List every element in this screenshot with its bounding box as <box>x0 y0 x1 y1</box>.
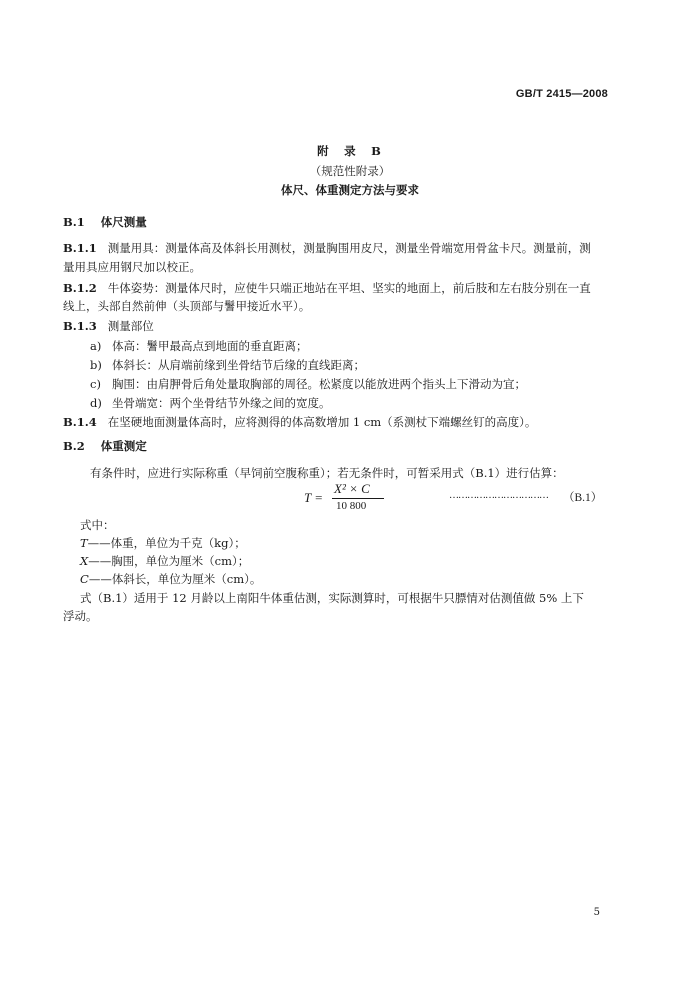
paragraph-b11-line1 <box>63 240 591 257</box>
clause-number: B.1.3 <box>63 319 97 333</box>
list-mark: b) <box>90 358 102 372</box>
formula-label: （B.1） <box>563 492 603 504</box>
list-text: 体斜长：从肩端前缘到坐骨结节后缘的直线距离； <box>112 358 365 372</box>
list-item <box>90 376 526 393</box>
variable-symbol: X <box>80 554 89 568</box>
list-item <box>90 357 365 374</box>
paragraph-b14 <box>63 414 536 431</box>
variable-text: ——体斜长，单位为厘米（cm）。 <box>88 572 262 586</box>
section-b1-heading <box>63 214 147 231</box>
section-number: B.1 <box>63 215 85 229</box>
variable-definition <box>80 553 249 570</box>
fraction-bar <box>332 498 384 499</box>
list-text: 坐骨端宽：两个坐骨结节外缘之间的宽度。 <box>112 396 331 410</box>
paragraph-b12-line2: 线上，头部自然前伸（头顶部与鬐甲接近水平）。 <box>63 299 311 313</box>
note-line2: 浮动。 <box>63 609 98 623</box>
formula-numerator: X² × C <box>334 481 370 496</box>
appendix-heading: 体尺、体重测定方法与要求 <box>281 183 419 197</box>
variable-text: ——体重，单位为千克（kg）； <box>87 536 246 550</box>
note-line1: 式（B.1）适用于 12 月龄以上南阳牛体重估测，实际测算时，可根据牛只膘情对估测值做 5% 上下 <box>80 591 584 605</box>
paragraph-b12-line1 <box>63 280 591 297</box>
paragraph-text: 测量用具：测量体高及体斜长用测杖，测量胸围用皮尺，测量坐骨端宽用骨盆卡尺。测量前，测 <box>107 241 591 255</box>
variable-definition <box>80 535 246 552</box>
section-b2-heading <box>63 438 147 455</box>
paragraph-text: 牛体姿势：测量体尺时，应使牛只端正地站在平坦、坚实的地面上，前后肢和左右肢分别在一直 <box>107 281 591 295</box>
section-title: 体重测定 <box>100 439 147 453</box>
paragraph-b11-line2: 量用具应用钢尺加以校正。 <box>63 260 201 274</box>
paragraph-intro: 有条件时，应进行实际称重（早饲前空腹称重）；若无条件时，可暂采用式（B.1）进行估算： <box>90 466 564 480</box>
formula-lhs: T = <box>304 490 324 505</box>
list-mark: a) <box>90 339 102 353</box>
standard-code: GB/T 2415—2008 <box>515 88 608 100</box>
appendix-title: 附 录 B <box>317 144 383 158</box>
variable-symbol: C <box>80 572 89 586</box>
appendix-subtitle: （规范性附录） <box>309 164 391 178</box>
list-mark: d) <box>90 396 102 410</box>
variable-text: ——胸围，单位为厘米（cm）； <box>88 554 250 568</box>
page-number: 5 <box>593 907 600 918</box>
list-text: 胸围：由肩胛骨后角处量取胸部的周径。松紧度以能放进两个指头上下滑动为宜； <box>112 377 526 391</box>
paragraph-text: 在坚硬地面测量体高时，应将测得的体高数增加 1 cm（系测杖下端螺丝钉的高度）。 <box>107 415 537 429</box>
list-text: 体高：鬐甲最高点到地面的垂直距离； <box>112 339 308 353</box>
section-title: 体尺测量 <box>100 215 147 229</box>
clause-number: B.1.4 <box>63 415 97 429</box>
section-number: B.2 <box>63 439 85 453</box>
list-item <box>90 395 331 412</box>
formula-denominator: 10 800 <box>336 500 367 512</box>
clause-number: B.1.2 <box>63 281 97 295</box>
leader-dots: …………………………… <box>449 490 548 501</box>
variable-symbol: T <box>80 536 88 550</box>
paragraph-text: 测量部位 <box>107 319 154 333</box>
clause-number: B.1.1 <box>63 241 97 255</box>
paragraph-b13 <box>63 318 154 335</box>
variable-definition <box>80 571 261 588</box>
where-label: 式中： <box>80 518 115 532</box>
list-mark: c) <box>90 377 101 391</box>
list-item <box>90 338 308 355</box>
formula-b1 <box>0 481 700 517</box>
